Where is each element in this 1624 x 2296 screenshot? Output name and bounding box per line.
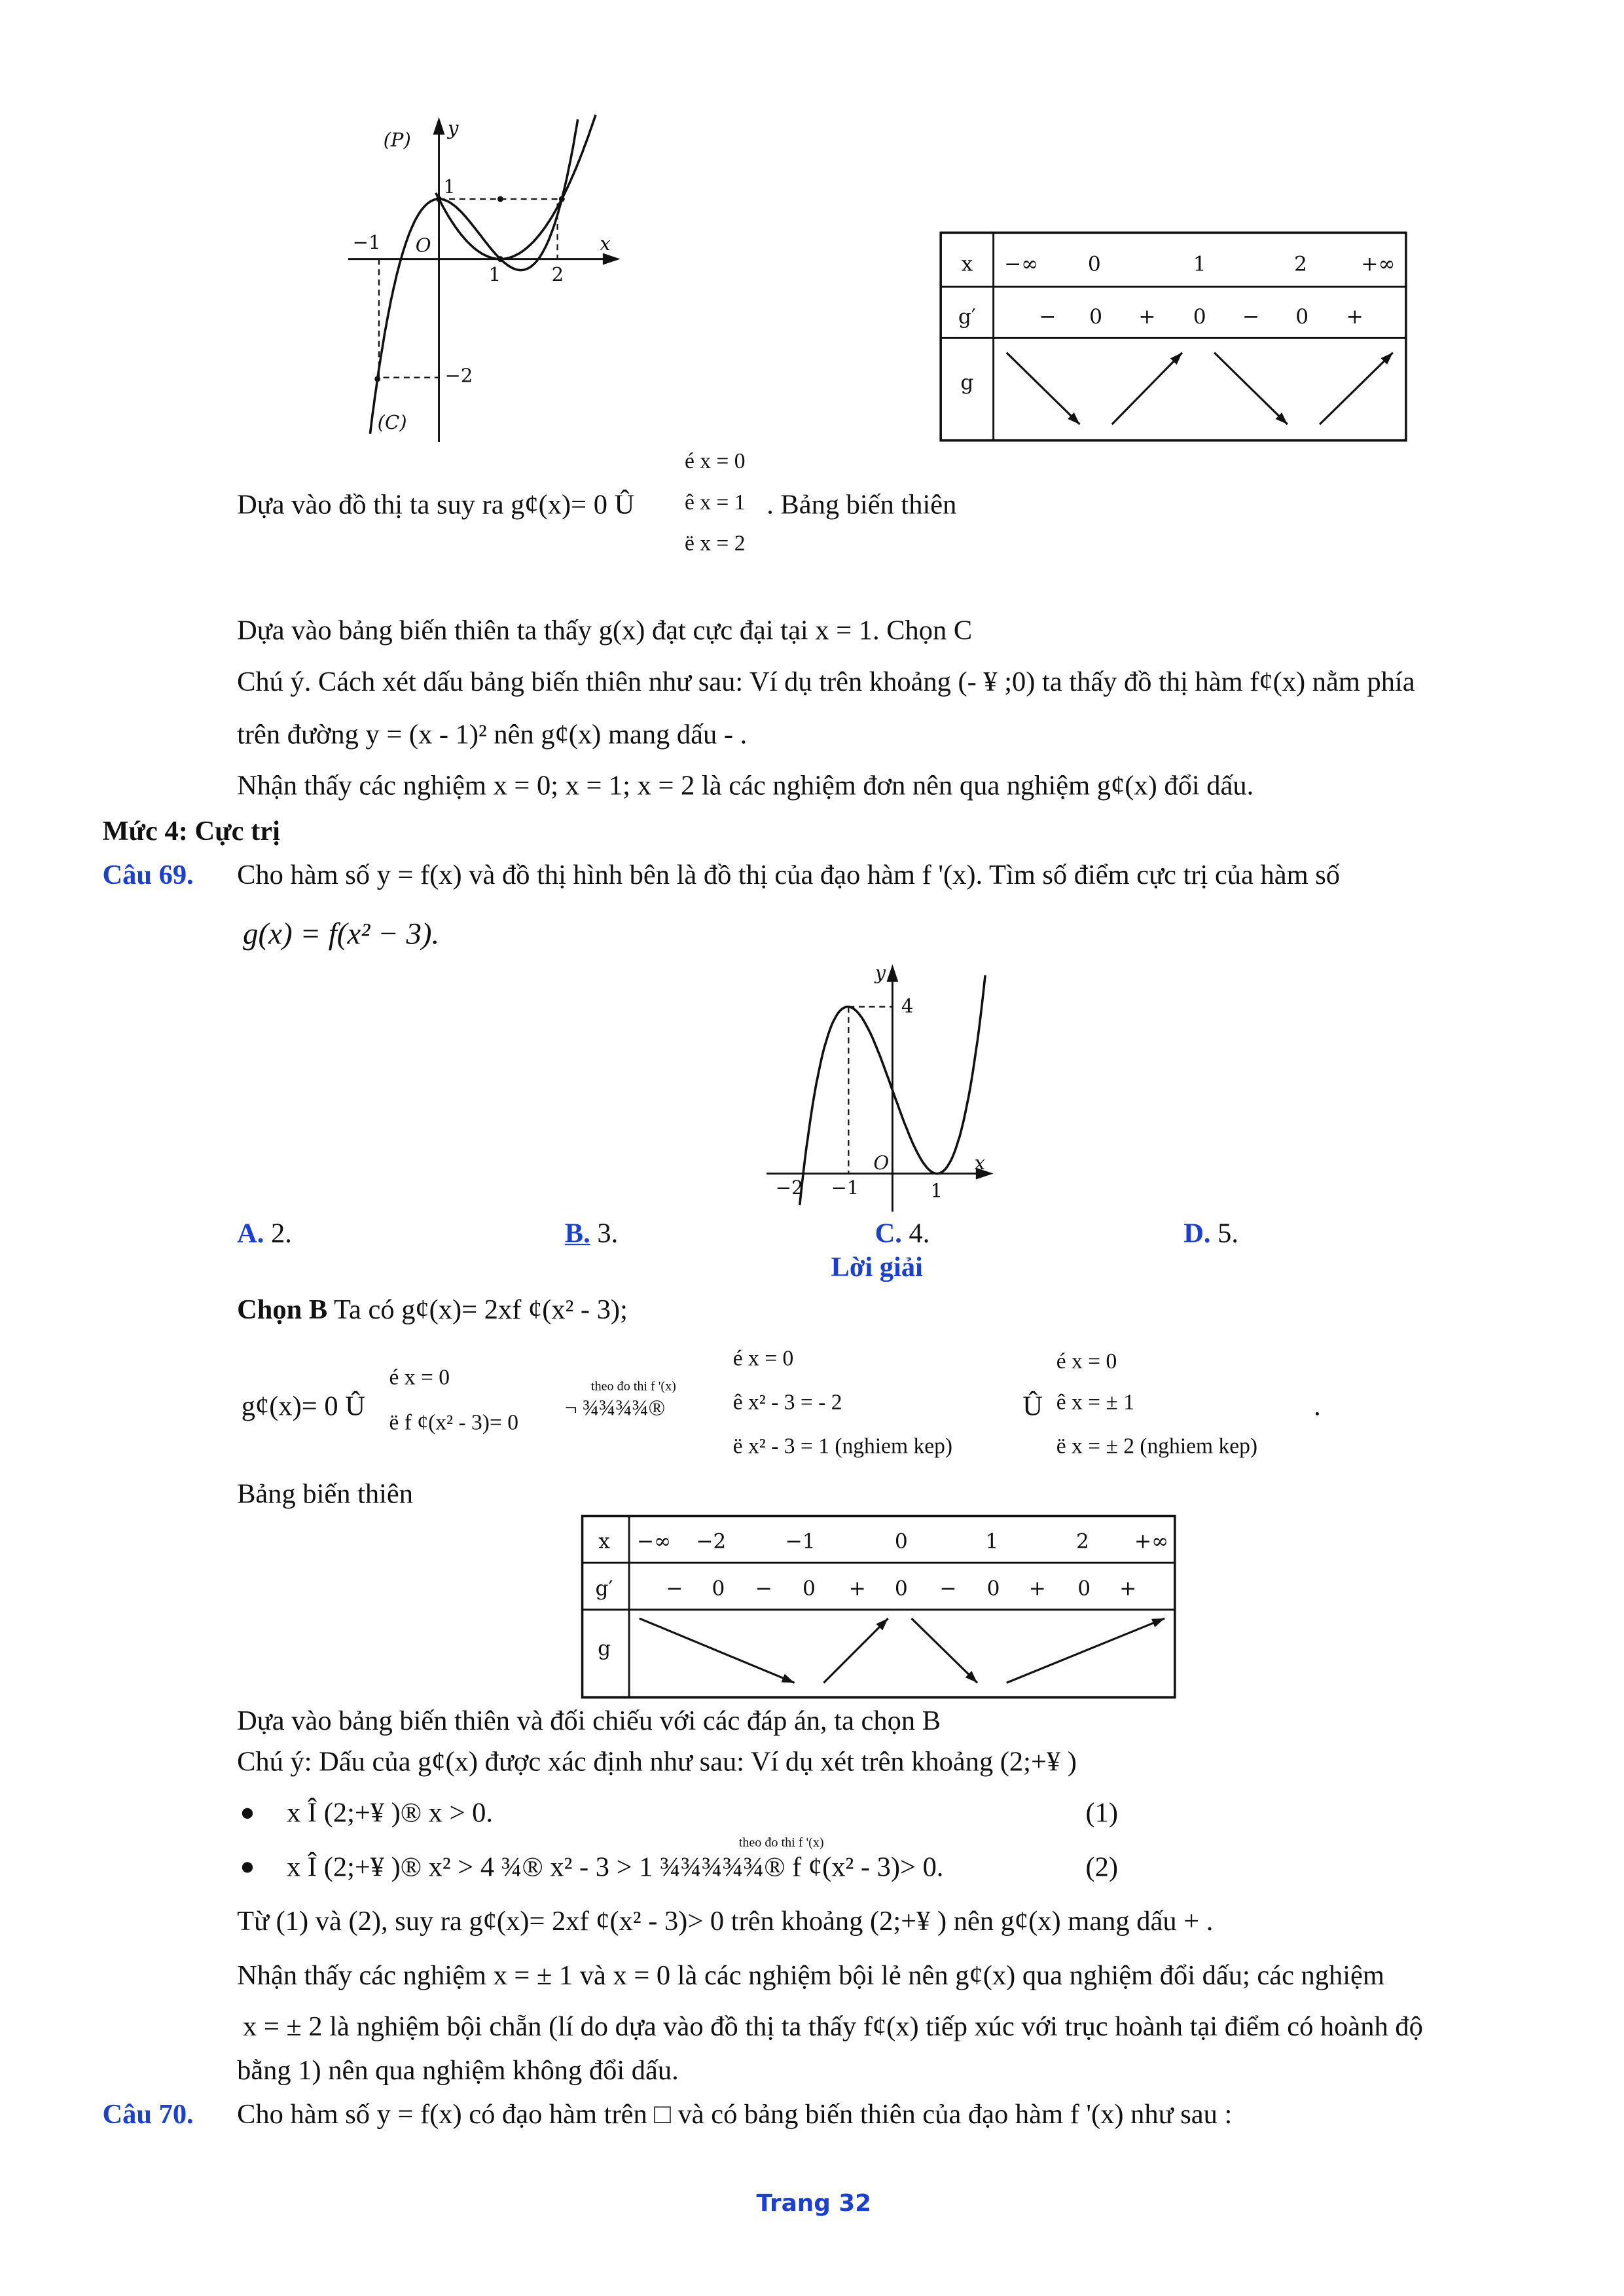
label-y: y [875, 962, 886, 985]
option-letter: D. [1183, 1218, 1211, 1250]
eq-sys3-line: ê x = ± 1 [1056, 1391, 1135, 1415]
bullet-arrow-note: theo đo thi f '(x) [738, 1834, 824, 1850]
down-arrow [911, 1618, 977, 1683]
x-value: 0 [1087, 253, 1101, 277]
bullet-text: x Î (2;+¥ )® x² > 4 ¾® x² - 3 > 1 ¾¾¾¾¾® f ¢(x² - 3)> 0. [287, 1852, 944, 1884]
x-value: −∞ [636, 1530, 672, 1554]
question-text: Cho hàm số y = f(x) và đồ thị hình bên là đồ thị của đạo hàm f '(x). Tìm số điểm cực trị của hàm số [237, 860, 1341, 892]
row-label: x [598, 1530, 610, 1554]
up-arrow [1007, 1618, 1164, 1683]
row-label: g [598, 1637, 611, 1661]
label-x: x [600, 234, 611, 257]
eq-arrow: ¬ ¾¾¾¾® [564, 1397, 666, 1421]
eq-end: . [1314, 1391, 1321, 1423]
option-letter: C. [875, 1218, 902, 1250]
eq-lhs: g¢(x)= 0 Û [241, 1391, 365, 1423]
sign-value: 0 [1193, 306, 1206, 329]
eq-equiv: Û [1022, 1391, 1043, 1423]
eq-sys3-line: ë x = ± 2 (nghiem kep) [1056, 1435, 1258, 1459]
up-arrow [823, 1618, 888, 1683]
option-value: 3. [597, 1218, 619, 1250]
sign-value: − [1039, 306, 1056, 329]
bullet-number: (2) [1085, 1852, 1118, 1884]
sign-value: − [1242, 306, 1260, 329]
sign-value: 0 [803, 1577, 816, 1601]
bullet-number: (1) [1085, 1798, 1118, 1829]
label-minus-2: −2 [775, 1178, 804, 1200]
sign-value: 0 [986, 1577, 1000, 1601]
label-x2: 2 [551, 264, 564, 287]
x-value: +∞ [1134, 1530, 1169, 1554]
label-P: (P) [383, 130, 411, 153]
label-y: y [447, 118, 459, 141]
down-arrow [640, 1618, 795, 1683]
case-line: é x = 0 [685, 450, 746, 475]
section-heading: Mức 4: Cực trị [102, 816, 280, 848]
label-minus-2: −2 [444, 365, 473, 388]
eq-sys3-line: é x = 0 [1056, 1350, 1117, 1374]
eq-sys2-line: ë x² - 3 = 1 (nghiem kep) [732, 1435, 953, 1459]
label-1: 1 [443, 177, 456, 199]
label-origin: O [415, 235, 431, 258]
x-value: 2 [1294, 253, 1307, 277]
label-x: x [974, 1153, 985, 1175]
sign-value: − [939, 1577, 957, 1601]
x-value: 0 [894, 1530, 908, 1554]
arrow-head [782, 1674, 795, 1683]
text-line: Từ (1) và (2), suy ra g¢(x)= 2xf ¢(x² - 3)> 0 trên khoảng (2;+¥ ) nên g¢(x) mang dấu + . [237, 1906, 1214, 1938]
label-minus-1: −1 [831, 1178, 859, 1200]
x-value: 2 [1076, 1530, 1089, 1554]
sign-value: + [1028, 1577, 1046, 1601]
sign-value: 0 [1089, 306, 1103, 329]
x-value: +∞ [1361, 253, 1396, 277]
option-value: 2. [271, 1218, 292, 1250]
row-label: x [961, 253, 973, 277]
text-line: Nhận thấy các nghiệm x = 0; x = 1; x = 2 là các nghiệm đơn nên qua nghiệm g¢(x) đổi dấu. [237, 771, 1254, 802]
question-label: Câu 70. [102, 2100, 194, 2131]
sign-value: 0 [1077, 1577, 1091, 1601]
sign-value: + [1346, 306, 1363, 329]
text-line: Chú ý: Dấu của g¢(x) được xác định như sau: Ví dụ xét trên khoảng (2;+¥ ) [237, 1747, 1077, 1778]
sign-value: + [848, 1577, 866, 1601]
x-value: 1 [985, 1530, 999, 1554]
sign-value: 0 [712, 1577, 725, 1601]
eq-sys2-line: ê x² - 3 = - 2 [732, 1391, 842, 1415]
text-line: Nhận thấy các nghiệm x = ± 1 và x = 0 là các nghiệm bội lẻ nên g¢(x) qua nghiệm đổi dấu; các nghiệm [237, 1961, 1384, 1992]
solution-title: Lời giải [831, 1252, 923, 1284]
bullet-text: x Î (2;+¥ )® x > 0. [287, 1798, 493, 1829]
text-line: Chú ý. Cách xét dấu bảng biến thiên như sau: Ví dụ trên khoảng (- ¥ ;0) ta thấy đồ thị hàm f¢(x) nằm phía [237, 667, 1415, 699]
case-line: ê x = 1 [685, 491, 746, 515]
sign-value: + [1138, 306, 1156, 329]
label-minus-1: −1 [352, 232, 381, 255]
text-line: Dựa vào bảng biến thiên và đối chiếu với các đáp án, ta chọn B [237, 1706, 941, 1738]
choose-answer: Chọn B [237, 1295, 328, 1326]
text-line: trên đường y = (x - 1)² nên g¢(x) mang dấu - . [237, 720, 748, 751]
option-value: 5. [1218, 1218, 1238, 1250]
sign-value: 0 [894, 1577, 908, 1601]
row-label: g′ [958, 306, 976, 329]
x-value: −1 [785, 1530, 816, 1554]
label-4: 4 [901, 996, 914, 1019]
text-line: Dựa vào đồ thị ta suy ra g¢(x)= 0 Û [237, 490, 635, 521]
text-line: x = ± 2 là nghiệm bội chẵn (lí do dựa vào đồ thị ta thấy f¢(x) tiếp xúc với trục hoành tại điểm có hoành độ [243, 2012, 1423, 2043]
derivative-text: Ta có g¢(x)= 2xf ¢(x² - 3); [334, 1295, 628, 1326]
x-value: −2 [696, 1530, 727, 1554]
option-value: 4. [909, 1218, 930, 1250]
text-line: bằng 1) nên qua nghiệm không đổi dấu. [237, 2056, 679, 2087]
sign-value: + [1119, 1577, 1137, 1601]
eq-arrow-note: theo đo thi f '(x) [590, 1378, 676, 1393]
label-x1: 1 [488, 264, 501, 287]
page-footer: Trang 32 [756, 2189, 872, 2217]
eq-sys1-line: ë f ¢(x² - 3)= 0 [389, 1412, 519, 1436]
text-line: . Bảng biến thiên [767, 490, 957, 521]
row-label: g′ [595, 1577, 613, 1601]
case-line: ë x = 2 [685, 532, 746, 556]
text-line: Bảng biến thiên [237, 1479, 413, 1510]
label-C: (C) [377, 412, 407, 435]
x-value: −∞ [1003, 253, 1039, 277]
x-value: 1 [1193, 253, 1206, 277]
eq-sys1-line: é x = 0 [389, 1366, 450, 1391]
question-formula: g(x) = f(x² − 3). [243, 916, 440, 951]
sign-value: − [755, 1577, 772, 1601]
bullet-icon: ● [240, 1798, 255, 1827]
question-label: Câu 69. [102, 860, 194, 892]
option-letter: B. [564, 1218, 590, 1250]
text-line: Dựa vào bảng biến thiên ta thấy g(x) đạt cực đại tại x = 1. Chọn C [237, 615, 973, 647]
question-text: Cho hàm số y = f(x) có đạo hàm trên □ và có bảng biến thiên của đạo hàm f '(x) như sau : [237, 2100, 1233, 2131]
sign-value: − [666, 1577, 683, 1601]
label-origin: O [873, 1153, 890, 1175]
row-label: g [960, 371, 974, 395]
option-letter: A. [237, 1218, 264, 1250]
label-1: 1 [930, 1180, 943, 1203]
arrow-head [1151, 1618, 1164, 1628]
eq-sys2-line: é x = 0 [732, 1347, 794, 1372]
bullet-icon: ● [240, 1852, 255, 1881]
sign-value: 0 [1295, 306, 1309, 329]
